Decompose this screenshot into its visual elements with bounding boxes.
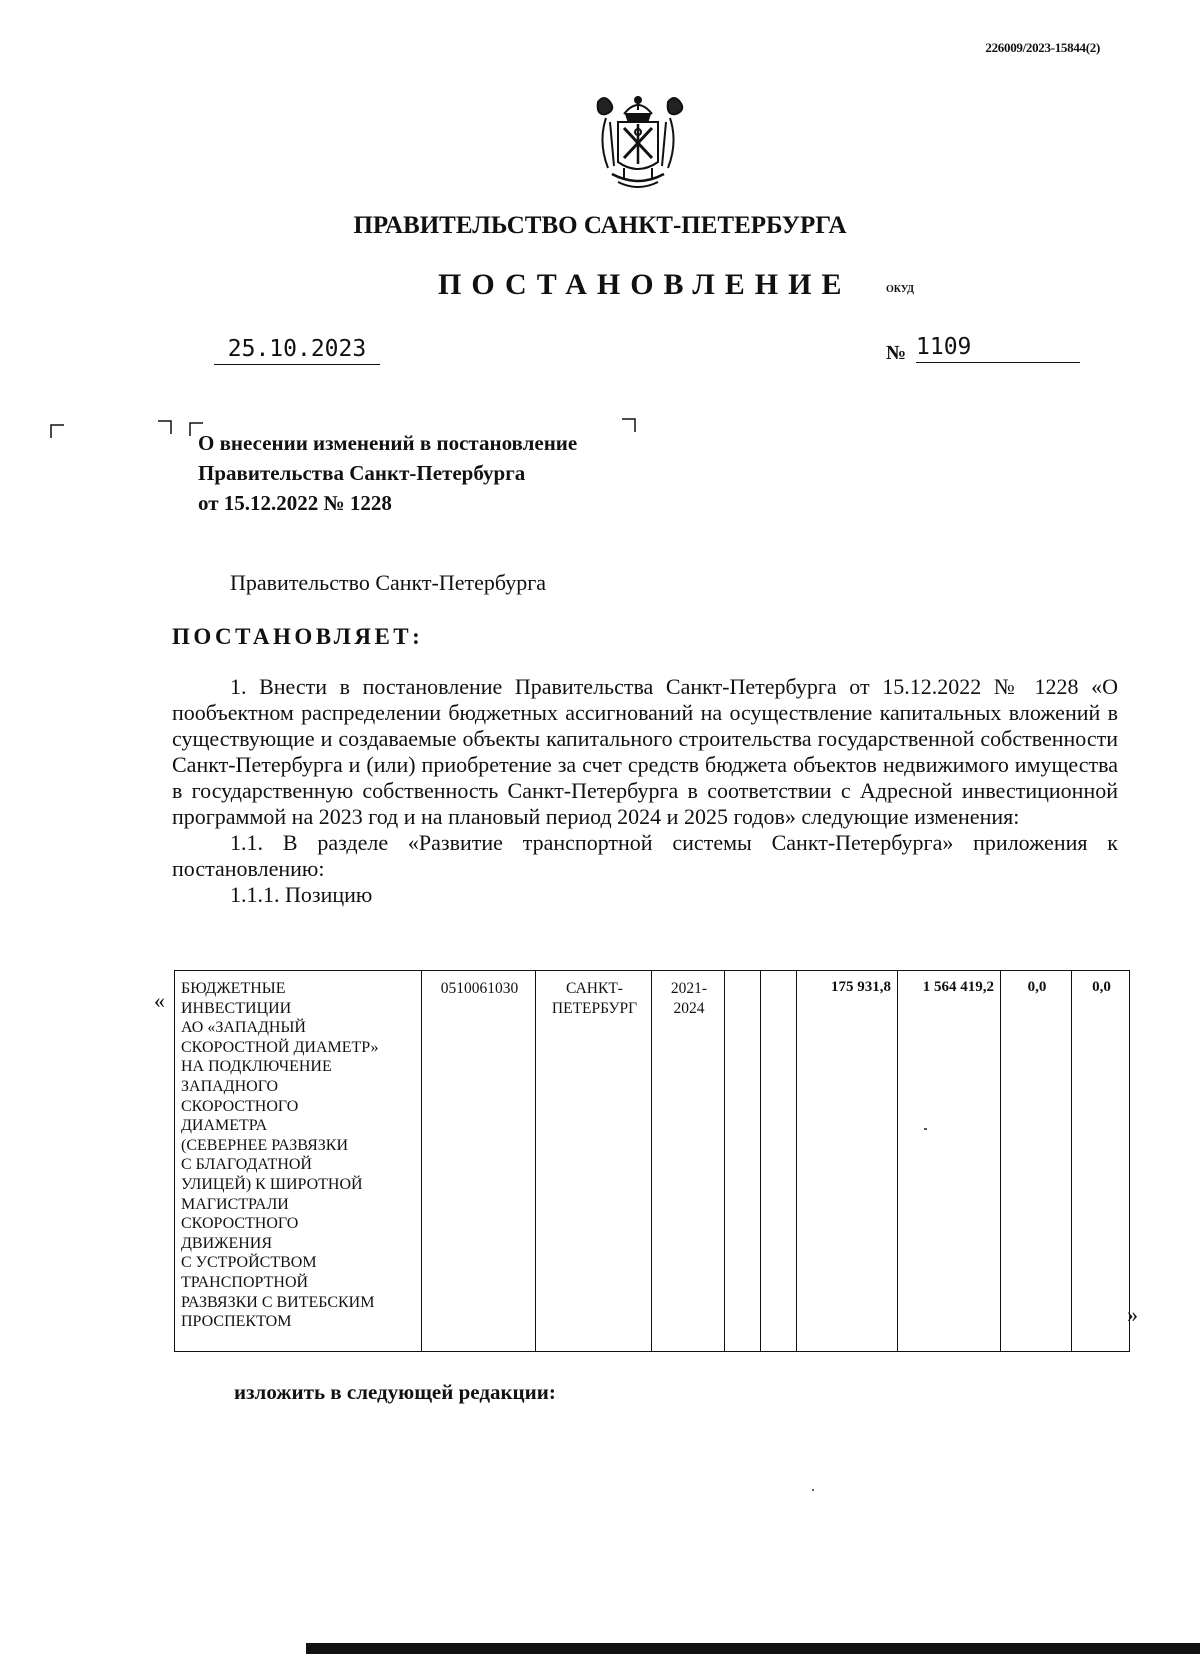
subject-line: Правительства Санкт-Петербурга bbox=[198, 461, 526, 485]
name-line: БЮДЖЕТНЫЕ bbox=[181, 980, 286, 997]
name-line: УЛИЦЕЙ) К ШИРОТНОЙ bbox=[181, 1175, 363, 1193]
government-title: ПРАВИТЕЛЬСТВО САНКТ-ПЕТЕРБУРГА bbox=[353, 212, 847, 239]
amendment-instruction: изложить в следующей редакции: bbox=[234, 1380, 556, 1404]
name-line: СКОРОСТНОГО bbox=[181, 1215, 299, 1233]
name-line: МАГИСТРАЛИ bbox=[181, 1195, 289, 1213]
value-cell-1: 175 931,8 bbox=[797, 971, 898, 1352]
name-line: С БЛАГОДАТНОЙ bbox=[181, 1156, 312, 1174]
corner-mark-subject-right bbox=[622, 418, 636, 432]
name-line: АО «ЗАПАДНЫЙ bbox=[181, 1019, 306, 1037]
name-line: НА ПОДКЛЮЧЕНИЕ bbox=[181, 1058, 332, 1076]
table-closing-quote: » bbox=[1127, 1302, 1138, 1327]
region-line: ПЕТЕРБУРГ bbox=[551, 1000, 638, 1017]
name-line: С УСТРОЙСТВОМ bbox=[181, 1254, 317, 1272]
decree-number: 1109 bbox=[916, 334, 1080, 363]
value-cell-2: 1 564 419,2 bbox=[898, 971, 1001, 1352]
decree-body bbox=[172, 674, 1118, 908]
decree-date: 25.10.2023 bbox=[214, 336, 380, 365]
okud-label: ОКУД bbox=[886, 284, 915, 295]
scan-edge-bar bbox=[306, 1643, 1200, 1654]
name-line: ИНВЕСТИЦИИ bbox=[181, 999, 292, 1017]
code-cell: 0510061030 bbox=[422, 971, 536, 1352]
table-opening-quote: « bbox=[154, 988, 165, 1013]
position-table bbox=[174, 970, 1130, 1352]
subject-line: О внесении изменений в постановление bbox=[198, 431, 578, 455]
value-cell-4: 0,0 bbox=[1072, 971, 1130, 1352]
name-line: ДИАМЕТРА bbox=[181, 1117, 268, 1135]
scan-speck bbox=[924, 1128, 927, 1130]
table-row bbox=[175, 971, 1130, 1352]
name-line: ЗАПАДНОГО bbox=[181, 1077, 279, 1095]
period-line: 2021- bbox=[670, 980, 708, 997]
name-line: ПРОСПЕКТОМ bbox=[181, 1313, 292, 1331]
region-line: САНКТ- bbox=[566, 980, 623, 997]
subject-line: от 15.12.2022 № 1228 bbox=[198, 491, 392, 515]
issuing-body: Правительство Санкт-Петербурга bbox=[230, 570, 547, 595]
empty-cell bbox=[761, 971, 797, 1352]
paragraph-1-1-1: 1.1.1. Позицию bbox=[230, 882, 373, 907]
number-sign: № bbox=[886, 342, 907, 364]
period-line: 2024 bbox=[673, 1000, 705, 1017]
empty-cell bbox=[725, 971, 761, 1352]
corner-mark-left bbox=[50, 424, 64, 438]
name-line: (СЕВЕРНЕЕ РАЗВЯЗКИ bbox=[181, 1136, 349, 1154]
document-registration-id: 226009/2023-15844(2) bbox=[985, 40, 1100, 55]
decree-subject bbox=[198, 428, 577, 518]
name-line: ТРАНСПОРТНОЙ bbox=[181, 1273, 309, 1291]
name-line: СКОРОСТНОЙ ДИАМЕТР» bbox=[181, 1038, 379, 1056]
coat-of-arms-emblem bbox=[584, 92, 692, 196]
value-cell-3: 0,0 bbox=[1001, 971, 1072, 1352]
decree-verb: ПОСТАНОВЛЯЕТ: bbox=[172, 624, 424, 649]
paragraph-1: 1. Внести в постановление Правительства Санкт-Петербурга от 15.12.2022 № 1228 «О пообъектном распределении бюджетных ассигнований на осуществление капитальных вложений в существующие и создаваемые объекты капитального строительства государственной собственности Санкт-Петербурга и (или) приобретение за счет средств бюджета объектов недвижимого имущества в государственную собственность Санкт-Петербурга в соответствии с Адресной инвестиционной программой на 2023 год и на плановый период 2024 и 2025 годов» следующие изменения: bbox=[172, 674, 1118, 829]
scan-speck bbox=[812, 1489, 814, 1491]
name-line: РАЗВЯЗКИ С ВИТЕБСКИМ bbox=[181, 1293, 375, 1311]
name-line: СКОРОСТНОГО bbox=[181, 1097, 299, 1115]
period-cell bbox=[652, 971, 725, 1352]
paragraph-1-1: 1.1. В разделе «Развитие транспортной системы Санкт-Петербурга» приложения к постановлению: bbox=[172, 830, 1118, 881]
document-type-heading: ПОСТАНОВЛЕНИЕ bbox=[438, 268, 852, 301]
corner-mark-subject-outer bbox=[158, 420, 172, 434]
name-line: ДВИЖЕНИЯ bbox=[181, 1234, 273, 1252]
object-name-cell bbox=[175, 971, 422, 1352]
region-cell bbox=[536, 971, 652, 1352]
